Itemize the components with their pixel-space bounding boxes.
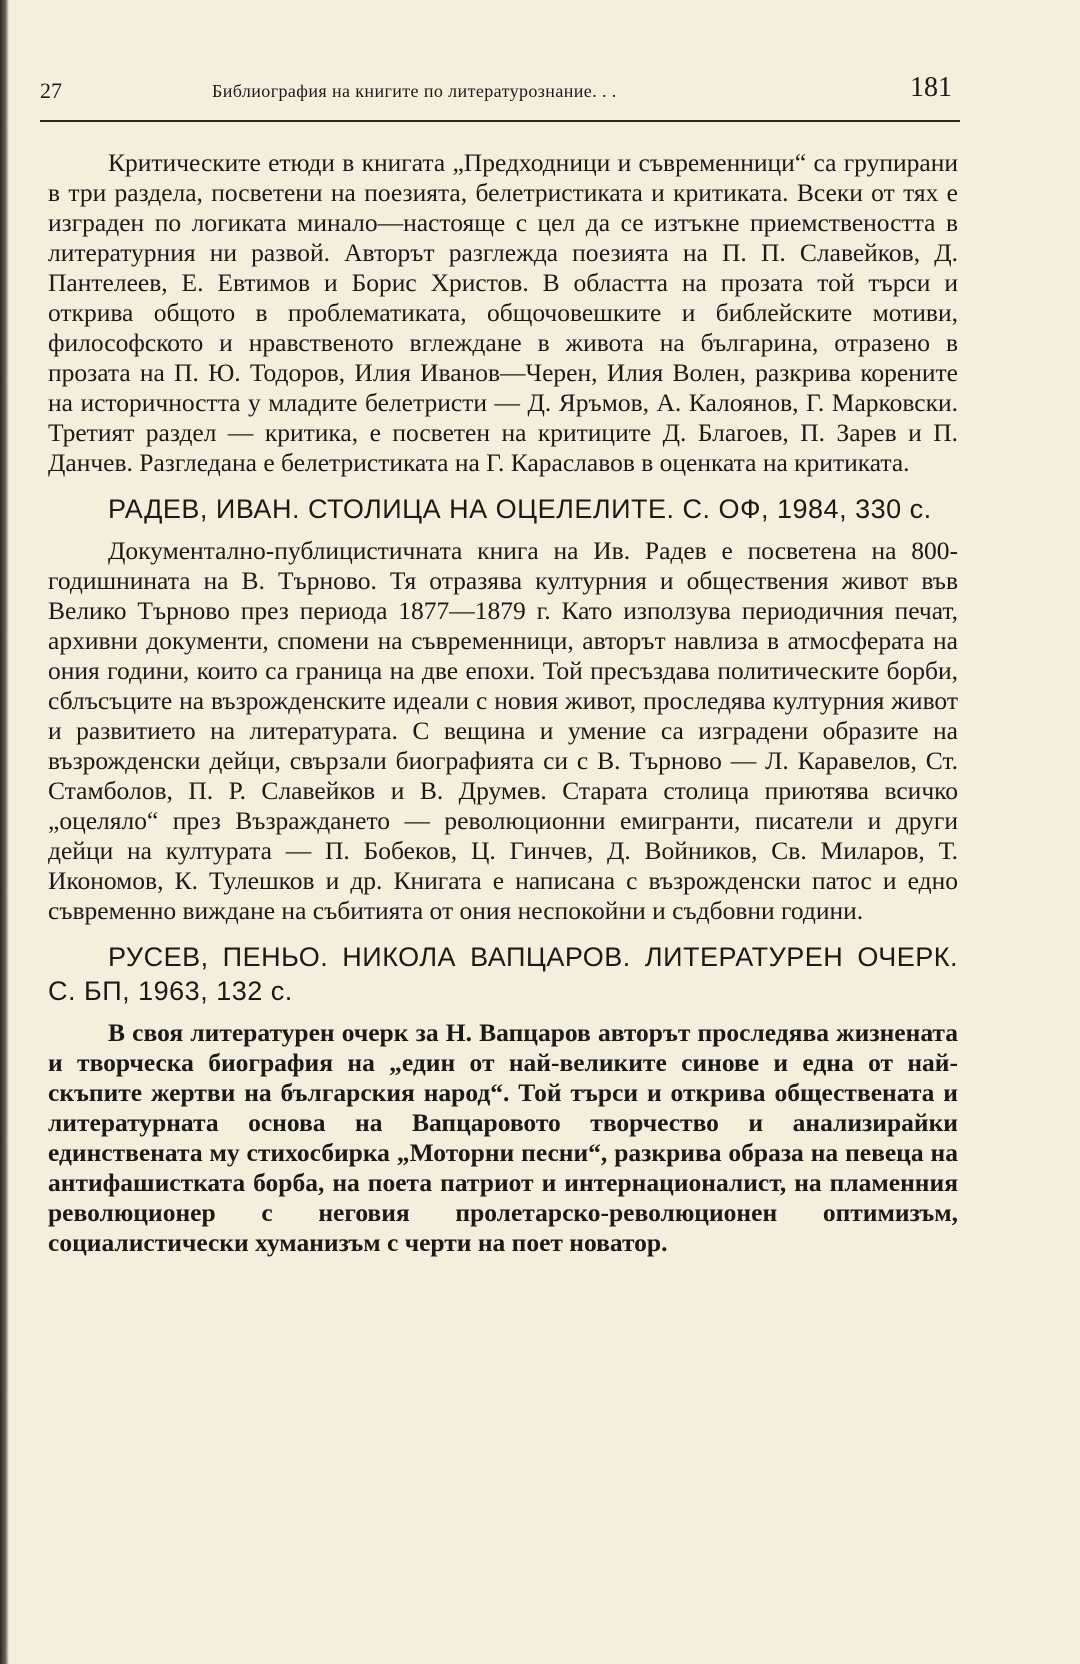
annotation-paragraph: Критическите етюди в книгата „Предходници и съвременници“ са групирани в три раздела, посветени на поезията, белетристиката и критиката. Всеки от тях е изграден по логиката минало—настояще с цел да се изтъкне приемствеността в литературния ни развой. Авторът разглежда поезията на П. П. Славейков, Д. Пантелеев, Е. Евтимов и Борис Христов. В областта на прозата той търси и открива общото в проблематиката, общочовешките и библейските мотиви, философското и нравственото вглеждане в живота на българина, отразено в прозата на П. Ю. Тодоров, Илия Иванов—Черен, Илия Волен, разкрива корените на историчността у младите белетристи — Д. Яръмов, А. Калоянов, Г. Марковски. Третият раздел — критика, е посветен на критиците Д. Благоев, П. Зарев и П. Данчев. Разгледана е белетристиката на Г. Караславов в оценката на критиката.	[48, 148, 958, 477]
bibliography-entry: РАДЕВ, ИВАН. СТОЛИЦА НА ОЦЕЛЕЛИТЕ. С. ОФ, 1984, 330 с.	[108, 494, 932, 524]
annotation-paragraph: Документално-публицистичната книга на Ив. Радев е посветена на 800-годишнината на В. Търново. Тя отразява културния и обществения живот във Велико Търново през периода 1877—1879 г. Като използува периодичния печат, архивни документи, спомени на съвременници, авторът навлиза в атмосферата на ония години, които са граница на две епохи. Той пресъздава политическите борби, сблъсъците на възрожденските идеали с новия живот, проследява културния живот и развитието на литературата. С вещина и умение са изградени образите на възрожденски дейци, свързали биографията си с В. Търново — Л. Каравелов, Ст. Стамболов, П. Р. Славейков и В. Друмев. Старата столица приютява всичко „оцеляло“ през Възраждането — революционни емигранти, писатели и други дейци на културата — П. Бобеков, Ц. Гинчев, Д. Войников, Св. Миларов, Т. Икономов, К. Тулешков и др. Книгата е написана с възрожденски патос и едно съвременно виждане на събитията от ония неспокойни и съдбовни години.	[48, 536, 958, 925]
page-number: 181	[910, 72, 952, 103]
running-title: Библиография на книгите по литературознание. . .	[212, 81, 617, 101]
page-header	[40, 64, 960, 124]
book-page	[40, 0, 960, 1664]
annotation-paragraph: В своя литературен очерк за Н. Вапцаров авторът проследява жизнената и творческа биография на „един от най-великите синове и една от най-скъпите жертви на българския народ“. Той търси и открива обществената и литературната основа на Вапцаровото творчество и анализирайки единствената му стихосбирка „Моторни песни“, разкрива образа на певеца на антифашистката борба, на поета патриот и интернационалист, на пламенния революционер с неговия пролетарско-революционен оптимизъм, социалистически хуманизъм с черти на поет новатор.	[48, 1018, 958, 1257]
header-rule	[40, 120, 960, 122]
page-body	[48, 148, 958, 1258]
book-spine-shadow	[0, 0, 9, 1664]
bibliography-entry: РУСЕВ, ПЕНЬО. НИКОЛА ВАПЦАРОВ. ЛИТЕРАТУРЕН ОЧЕРК. С. БП, 1963, 132 с.	[48, 942, 958, 1006]
page-ref-number: 27	[40, 78, 62, 103]
